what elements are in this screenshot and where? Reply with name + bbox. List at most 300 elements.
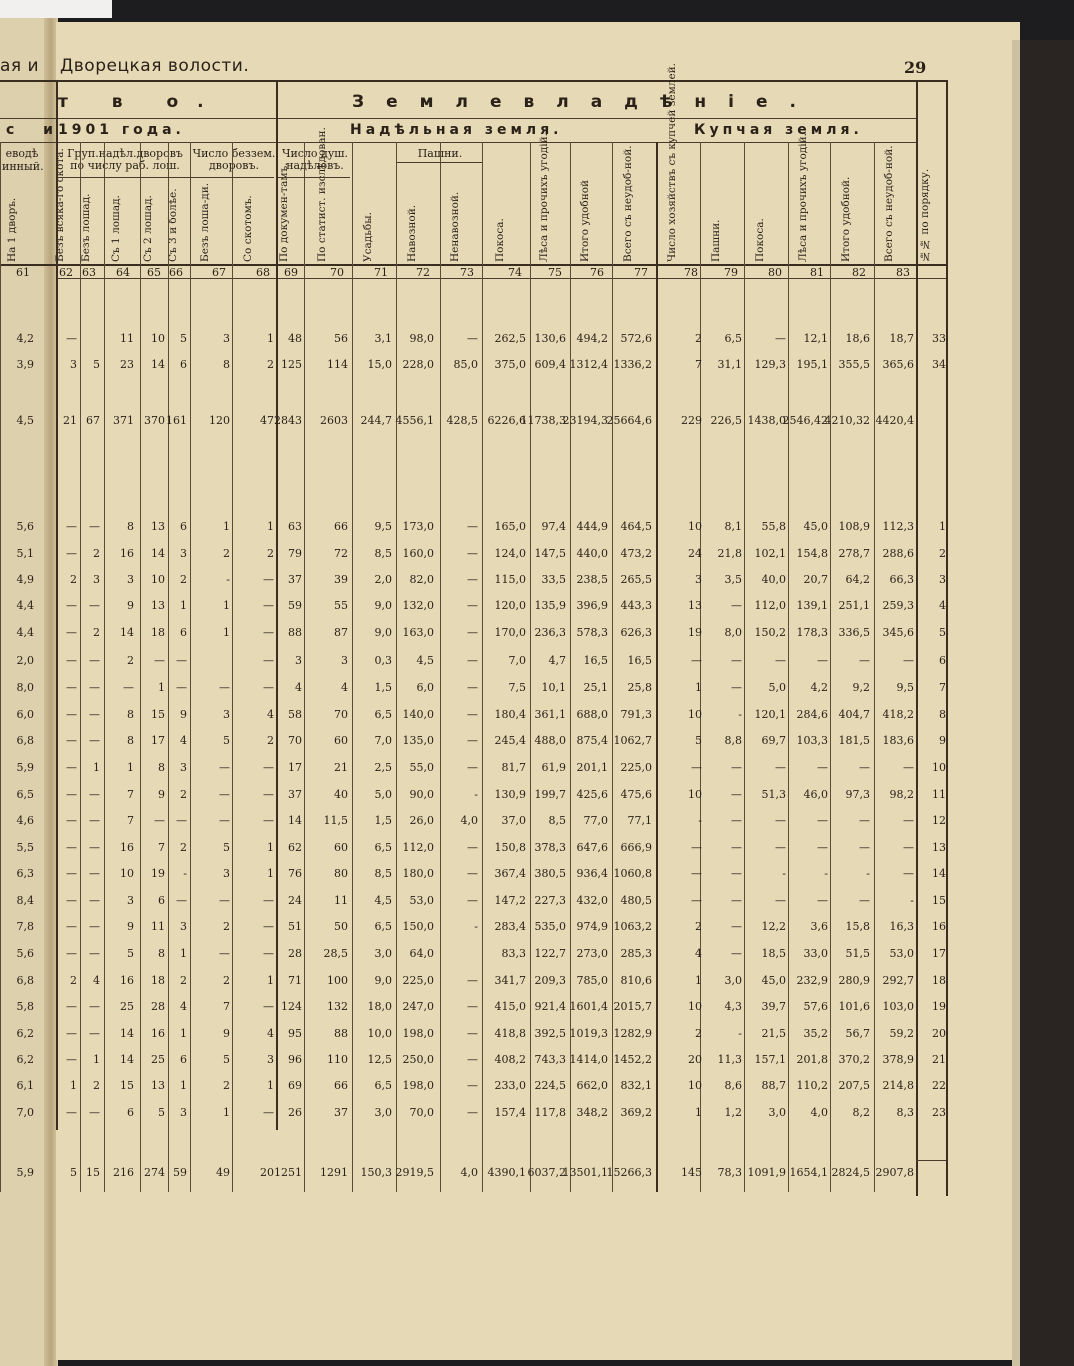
table-cell: 16,5 [627,654,652,667]
table-row [0,974,1074,992]
table-cell: 25664,6 [606,414,652,427]
column-number: 63 [82,266,96,279]
table-cell: 100 [327,974,348,987]
table-cell: 2 [180,788,187,801]
table-cell: 130,6 [534,332,566,345]
table-cell: 1091,9 [747,1166,786,1179]
table-cell: 4 [295,681,302,694]
rule-1 [0,118,916,119]
table-cell: - [782,867,786,880]
table-cell: 55,0 [409,761,434,774]
table-cell: 8 [158,947,165,960]
table-cell: — [859,841,870,854]
table-cell: 17 [288,761,302,774]
table-cell: 132 [327,1000,348,1013]
table-cell: — [89,894,100,907]
table-cell: — [775,332,786,345]
vertical-header: Навозной. [406,204,418,262]
table-cell: 14 [120,626,134,639]
table-cell: 31,1 [717,358,742,371]
table-cell: 428,5 [446,414,478,427]
table-cell: 96 [288,1053,302,1066]
table-cell: 98,2 [889,788,914,801]
table-cell: 20 [688,1053,702,1066]
table-cell: 2 [267,358,274,371]
table-cell: — [176,814,187,827]
table-cell: — [66,761,77,774]
table-cell: 1336,2 [613,358,652,371]
table-cell: 832,1 [620,1079,652,1092]
table-cell: 18,0 [367,1000,392,1013]
table-cell: 56,7 [845,1027,870,1040]
table-cell: 2907,8 [875,1166,914,1179]
table-cell: 5,0 [768,681,786,694]
column-number: 83 [896,266,910,279]
table-cell: 7 [695,358,702,371]
table-cell: 165,0 [494,520,526,533]
table-cell: 4,6 [16,814,34,827]
table-cell: 18 [151,974,165,987]
table-cell: 78,3 [717,1166,742,1179]
table-cell: 404,7 [838,708,870,721]
table-cell: 371 [113,414,134,427]
table-cell: 6,5 [374,708,392,721]
table-cell: 160,0 [402,547,434,560]
rule-groups [58,177,274,178]
table-cell: 59 [288,599,302,612]
table-cell: 13 [151,520,165,533]
table-cell: 1060,8 [613,867,652,880]
table-cell: 392,5 [534,1027,566,1040]
table-cell: — [731,788,742,801]
row-number: 17 [932,947,946,960]
table-cell: 4,0 [810,1106,828,1119]
table-cell: 1654,1 [789,1166,828,1179]
table-cell: 2 [695,920,702,933]
table-cell: 15,0 [367,358,392,371]
table-cell: 8,5 [548,814,566,827]
table-cell: 114 [327,358,348,371]
table-cell: — [817,761,828,774]
table-cell: 33,5 [541,573,566,586]
table-cell: 494,2 [576,332,608,345]
table-cell: 157,4 [494,1106,526,1119]
table-cell: 7,5 [508,681,526,694]
table-cell: 341,7 [494,974,526,987]
table-cell: — [263,1000,274,1013]
table-cell: 2 [180,841,187,854]
table-cell: 1,2 [724,1106,742,1119]
table-cell: 370,2 [838,1053,870,1066]
table-cell: 3 [93,573,100,586]
table-cell: 70,0 [409,1106,434,1119]
table-cell: 1291 [320,1166,348,1179]
table-cell: — [731,681,742,694]
table-cell: — [263,814,274,827]
table-cell: - [183,867,187,880]
table-cell: 24 [288,894,302,907]
table-cell: 284,6 [796,708,828,721]
table-row [0,867,1074,885]
header-year: 1901 года. [58,122,185,138]
table-cell: — [817,894,828,907]
table-cell: 1 [93,761,100,774]
table-cell: 12,5 [367,1053,392,1066]
table-cell: 8 [127,520,134,533]
table-cell: 609,4 [534,358,566,371]
table-cell: 375,0 [494,358,526,371]
table-cell: 3 [341,654,348,667]
table-cell: 2,0 [374,573,392,586]
table-cell: 1 [180,947,187,960]
table-cell: — [89,814,100,827]
table-row [0,788,1074,806]
table-cell: 6 [180,626,187,639]
table-cell: 103,0 [882,1000,914,1013]
table-cell: 2603 [320,414,348,427]
column-number: 72 [416,266,430,279]
table-cell: — [66,547,77,560]
table-cell: 6,5 [374,920,392,933]
table-cell: — [467,332,478,345]
table-cell: — [903,761,914,774]
table-row [0,708,1074,726]
table-cell: 3,0 [724,974,742,987]
table-cell: 3 [127,894,134,907]
table-cell: 21,8 [717,547,742,560]
table-cell: 216 [113,1166,134,1179]
table-cell: 3 [223,708,230,721]
table-cell: 4,4 [16,599,34,612]
column-number: 69 [284,266,298,279]
table-cell: — [154,654,165,667]
table-cell: 103,3 [796,734,828,747]
table-cell: 64,2 [845,573,870,586]
table-row [0,1053,1074,1071]
table-cell: — [263,894,274,907]
vertical-header: Съ 2 лошад. [142,195,154,262]
table-cell: — [467,520,478,533]
row-number: 9 [939,734,946,747]
table-cell: 135,9 [534,599,566,612]
table-cell: 88,7 [761,1079,786,1092]
table-cell: — [817,814,828,827]
header-kupch: Купчая земля. [694,122,863,138]
table-cell: 2 [180,974,187,987]
table-cell: 198,0 [402,1079,434,1092]
table-cell: 425,6 [576,788,608,801]
table-cell: 20,7 [803,573,828,586]
table-cell: 71 [288,974,302,987]
table-cell: 10,1 [541,681,566,694]
table-cell: 18,5 [761,947,786,960]
table-cell: 115,0 [494,573,526,586]
table-cell: 59 [173,1166,187,1179]
table-cell: 396,9 [576,599,608,612]
table-cell: 3,5 [724,573,742,586]
table-cell: 259,3 [882,599,914,612]
table-cell: — [467,547,478,560]
table-cell: — [467,599,478,612]
table-cell: 23 [120,358,134,371]
vertical-header: №№ по порядку. [919,168,931,262]
table-cell: 229 [681,414,702,427]
table-cell: 2 [695,1027,702,1040]
table-row [0,332,1074,350]
table-cell: — [123,681,134,694]
table-cell: 201,1 [576,761,608,774]
table-cell: 1414,0 [569,1053,608,1066]
vertical-header: По докумен-тамъ. [278,162,290,262]
table-cell: 7 [158,841,165,854]
table-cell: 13 [151,599,165,612]
table-cell: 9 [180,708,187,721]
vertical-header: По статист. изслѣдован. [316,127,328,262]
column-number: 71 [374,266,388,279]
table-cell: 17 [151,734,165,747]
table-cell: — [66,332,77,345]
table-cell: — [467,1106,478,1119]
table-cell: 10,0 [367,1027,392,1040]
table-cell: — [731,947,742,960]
table-cell: — [66,1000,77,1013]
table-row [0,626,1074,644]
table-cell: 3 [267,1053,274,1066]
table-cell: 13 [151,1079,165,1092]
table-cell: 21,5 [761,1027,786,1040]
table-cell: — [731,841,742,854]
table-cell: — [66,920,77,933]
table-cell: 6 [180,520,187,533]
table-cell: 228,0 [402,358,434,371]
header-fragment-1: еводѣ [5,147,39,160]
table-cell: — [263,761,274,774]
table-cell: 16 [151,1027,165,1040]
table-cell: 110,2 [796,1079,828,1092]
table-cell: 415,0 [494,1000,526,1013]
table-cell: 1 [267,332,274,345]
table-cell: 45,0 [803,520,828,533]
table-cell: 273,0 [576,947,608,960]
table-cell: 4,0 [460,1166,478,1179]
table-cell: 2843 [274,414,302,427]
table-cell: — [66,788,77,801]
column-number: 61 [16,266,30,279]
table-cell: — [775,894,786,907]
table-cell: 232,9 [796,974,828,987]
table-cell: 10 [688,1000,702,1013]
header-fragment-2: инный. [2,160,44,173]
header-bezzem: Число беззем. дворовъ. [192,147,276,172]
table-cell: 37 [288,573,302,586]
table-cell: 785,0 [576,974,608,987]
table-cell: 56 [334,332,348,345]
table-cell: 125 [281,358,302,371]
table-cell: 4,7 [548,654,566,667]
table-cell: 25,1 [583,681,608,694]
table-cell: 10 [688,788,702,801]
vertical-header: На 1 дворъ. [6,197,18,262]
table-cell: 432,0 [576,894,608,907]
table-cell: 1312,4 [569,358,608,371]
table-cell: 280,9 [838,974,870,987]
table-cell: 1 [127,761,134,774]
table-cell: 14 [288,814,302,827]
table-cell: 35,2 [803,1027,828,1040]
column-number: 73 [460,266,474,279]
table-cell: 7 [127,814,134,827]
table-cell: 8,0 [16,681,34,694]
table-cell: 147,2 [494,894,526,907]
table-cell: — [66,599,77,612]
table-cell: — [467,734,478,747]
table-cell: 15 [151,708,165,721]
table-cell: — [89,867,100,880]
table-cell: — [219,788,230,801]
table-cell: 936,4 [576,867,608,880]
table-cell: — [467,761,478,774]
vertical-header: Лѣса и прочихъ угодій. [797,133,809,262]
table-cell: 1 [93,1053,100,1066]
row-number: 21 [932,1053,946,1066]
table-cell: 1 [695,974,702,987]
column-number: 82 [852,266,866,279]
table-cell: 173,0 [402,520,434,533]
table-cell: — [467,681,478,694]
table-cell: 150,0 [402,920,434,933]
row-number: 33 [932,332,946,345]
table-cell: 408,2 [494,1053,526,1066]
column-number: 79 [724,266,738,279]
table-cell: 7,8 [16,920,34,933]
table-cell: — [263,920,274,933]
table-cell: 369,2 [620,1106,652,1119]
table-cell: 4,0 [460,814,478,827]
table-cell: 1 [180,1027,187,1040]
table-cell: 378,9 [882,1053,914,1066]
table-cell: — [66,867,77,880]
table-row [0,520,1074,538]
table-row [0,920,1074,938]
table-cell: 11738,3 [520,414,566,427]
table-cell: 129,3 [754,358,786,371]
table-cell: 83,3 [501,947,526,960]
table-cell: 440,0 [576,547,608,560]
table-cell: 26,0 [409,814,434,827]
table-cell: 16 [120,547,134,560]
table-cell: 2015,7 [613,1000,652,1013]
table-cell: 4 [267,1027,274,1040]
table-cell: — [66,708,77,721]
rule-top [0,80,946,82]
table-cell: 8,3 [896,1106,914,1119]
table-cell: 15 [86,1166,100,1179]
table-cell: 4420,4 [875,414,914,427]
table-cell: — [467,573,478,586]
table-cell: — [691,867,702,880]
table-cell: 9 [127,599,134,612]
table-cell: — [176,894,187,907]
table-cell: 79 [288,547,302,560]
table-cell: 4,2 [810,681,828,694]
row-number: 12 [932,814,946,827]
table-cell: 3 [295,654,302,667]
table-cell: 355,5 [838,358,870,371]
table-cell: 55,8 [761,520,786,533]
row-number: 1 [939,520,946,533]
table-cell: — [66,894,77,907]
table-cell: 443,3 [620,599,652,612]
table-cell: — [859,654,870,667]
table-cell: 140,0 [402,708,434,721]
table-cell: 3,0 [374,947,392,960]
table-cell: 274 [144,1166,165,1179]
table-cell: 1,5 [374,814,392,827]
table-cell: 6,2 [16,1027,34,1040]
table-cell: 2 [267,734,274,747]
table-cell: — [775,761,786,774]
table-cell: 110 [327,1053,348,1066]
table-cell: — [903,814,914,827]
table-cell: 227,3 [534,894,566,907]
table-cell: — [731,814,742,827]
row-number: 22 [932,1079,946,1092]
table-cell: 3 [180,920,187,933]
table-cell: 1062,7 [613,734,652,747]
table-cell: 2 [223,547,230,560]
table-cell: - [698,814,702,827]
table-cell: 150,3 [360,1166,392,1179]
table-cell: 21 [334,761,348,774]
vertical-header: Покоса. [494,218,506,262]
table-cell: 124 [281,1000,302,1013]
table-cell: — [219,947,230,960]
table-cell: 1 [695,681,702,694]
table-cell: 1 [180,599,187,612]
table-cell: 69,7 [761,734,786,747]
column-number: 62 [59,266,73,279]
table-cell: — [263,599,274,612]
table-cell: 120,0 [494,599,526,612]
table-cell: 19 [688,626,702,639]
table-cell: 464,5 [620,520,652,533]
row-number: 4 [939,599,946,612]
header-pashni: Пашни. [417,147,463,160]
table-cell: 16,5 [583,654,608,667]
table-cell: 180,0 [402,867,434,880]
table-cell: 2 [93,1079,100,1092]
table-cell: — [731,599,742,612]
table-cell: — [691,894,702,907]
table-cell: 9 [127,920,134,933]
table-cell: 37,0 [501,814,526,827]
table-cell: 9 [223,1027,230,1040]
table-cell: 53,0 [889,947,914,960]
table-cell: 2 [93,626,100,639]
table-cell: 10 [120,867,134,880]
table-cell: 236,3 [534,626,566,639]
table-cell: 2 [223,920,230,933]
table-cell: 70 [288,734,302,747]
table-cell: — [775,654,786,667]
table-cell: 8,2 [852,1106,870,1119]
table-cell: — [66,947,77,960]
table-cell: - [824,867,828,880]
table-row [0,814,1074,832]
table-cell: 4 [267,708,274,721]
table-cell: 139,1 [796,599,828,612]
row-number: 7 [939,681,946,694]
